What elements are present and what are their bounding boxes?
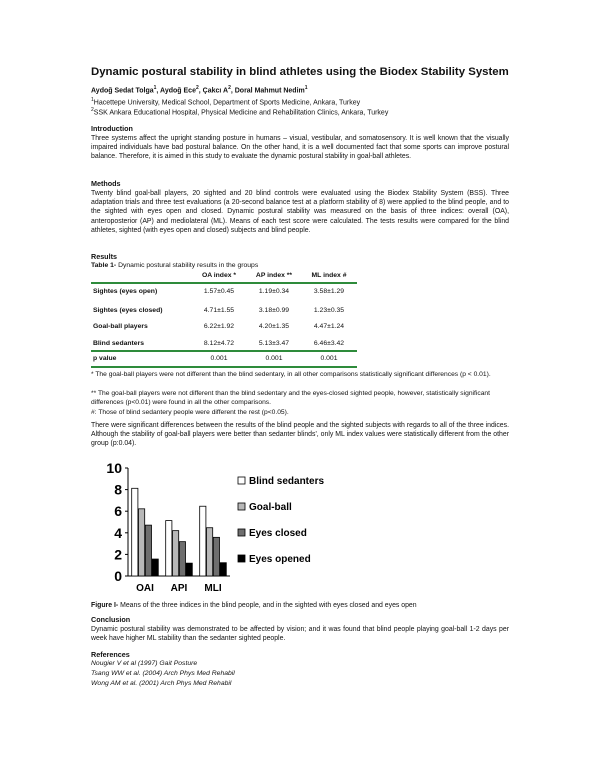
- bar: [145, 525, 151, 576]
- table-rule: [91, 350, 357, 352]
- table-header: AP index **: [255, 272, 293, 279]
- bar: [179, 542, 185, 576]
- reference-item: Nougier V et al (1997) Gait Posture: [91, 660, 198, 667]
- legend-label: Eyes opened: [249, 554, 311, 565]
- table-cell: 6.46±3.42: [313, 340, 345, 347]
- affiliation: $^1$Hacettepe University, Medical School, Department of Sports Medicine, Ankara, Turkey: [91, 97, 361, 107]
- bar: [173, 531, 179, 576]
- table-cell: 0.001: [265, 355, 283, 362]
- methods-text: Twenty blind goal-ball players, 20 sighted and 20 blind controls were evaluated using the Biodex Stability System (BSS). Three adaptation trials and three test evaluations (a 20-second balance test at a platform stability of 8) were applied to the blind people, and to the sighted with eyes open and closed. Dynamic postural stability was measured on the basis of three indices: overall (OA), anteroposterior (AP) and mediolateral (ML). Means of each test score were calculated. The tests results were compared for the blind athletes, sighted (with eyes open and closed) subjects and blind people.: [91, 190, 509, 234]
- table-cell: 5.13±3.47: [258, 340, 290, 347]
- section-heading-methods: Methods: [91, 179, 121, 188]
- section-heading-conclusion: Conclusion: [91, 615, 131, 624]
- table-rule: [91, 366, 357, 368]
- table-caption: Table 1- Dynamic postural stability results in the groups: [91, 262, 259, 269]
- y-tick-label: 0: [114, 568, 122, 584]
- author-list: Aydoğ Sedat Tolga$^1$, Aydoğ Ece$^2$, Çakcı $A^2$, Doral Mahmut Nedim$^1$: [91, 85, 308, 95]
- bar: [200, 506, 206, 576]
- reference-item: Wong AM et al. (2001) Arch Phys Med Rehabil: [91, 680, 232, 687]
- y-tick-label: 4: [114, 524, 122, 541]
- table-cell: 8.12±4.72: [203, 340, 235, 347]
- legend-label: Blind sedanters: [249, 476, 325, 487]
- table-cell: 0.001: [210, 355, 228, 362]
- paper-title: Dynamic postural stability in blind athletes using the Biodex Stability System: [91, 66, 509, 78]
- legend-swatch: [238, 555, 245, 562]
- y-tick-label: 2: [114, 546, 122, 563]
- legend-swatch: [238, 529, 245, 536]
- figure-caption: Figure I- Means of the three indices in the blind people, and in the sighted with eyes closed and eyes open: [91, 602, 417, 609]
- legend-label: Goal-ball: [249, 502, 292, 513]
- table-footnote: * The goal-ball players were not different than the blind sedentary, in all other comparisons statistically significant differences (p < 0.01).: [91, 371, 491, 378]
- table-row-label: Sightes (eyes open): [93, 288, 158, 295]
- table-cell: 4.47±1.24: [313, 323, 345, 330]
- bar-chart: [100, 460, 360, 598]
- bar: [186, 563, 192, 576]
- table-header: ML index #: [311, 272, 347, 279]
- bar: [213, 537, 219, 576]
- legend-swatch: [238, 503, 245, 510]
- y-tick-label: 6: [114, 503, 122, 520]
- author: Aydoğ Sedat Tolga: [91, 87, 154, 95]
- x-tick-label: API: [170, 583, 188, 594]
- y-tick-label: 10: [106, 460, 122, 476]
- table-cell: 1.19±0.34: [258, 288, 290, 295]
- bar: [132, 488, 138, 576]
- section-heading-results: Results: [91, 252, 117, 261]
- section-heading-references: References: [91, 650, 130, 659]
- legend-label: Eyes closed: [249, 528, 307, 539]
- table-footnote: #: Those of blind sedantery people were different the rest (p<0.05).: [91, 409, 289, 416]
- x-tick-label: MLI: [204, 583, 222, 594]
- table-header: OA index *: [201, 272, 237, 279]
- table-row-label: p value: [93, 355, 117, 362]
- bar: [139, 509, 145, 576]
- author: Aydoğ Ece: [160, 87, 196, 95]
- table-cell: 3.18±0.99: [258, 307, 290, 314]
- author: Doral Mahmut Nedim: [234, 87, 305, 95]
- table-cell: 1.23±0.35: [313, 307, 345, 314]
- table-cell: 3.58±1.29: [313, 288, 345, 295]
- y-tick-label: 8: [114, 481, 122, 498]
- table-cell: 6.22±1.92: [203, 323, 235, 330]
- bar: [207, 528, 213, 576]
- table-cell: 4.71±1.55: [203, 307, 235, 314]
- table-cell: 1.57±0.45: [203, 288, 235, 295]
- table-row-label: Goal-ball players: [93, 323, 148, 330]
- results-text: There were significant differences between the results of the blind people and the sighted subjects with regards to all of the three indices. Although the stability of goal-ball players were better than sedanter blinds', only ML index values were statistically different from the other group (p:0.04).: [91, 422, 509, 448]
- table-row-label: Sightes (eyes closed): [93, 307, 163, 314]
- table-footnote: ** The goal-ball players were not different than the blind sedentary and the eyes-closed sighted people, however, statistically significant differences (p<0.01) were found in all the other comparisons.: [91, 390, 491, 407]
- reference-item: Tsang WW et al. (2004) Arch Phys Med Rehabil: [91, 670, 235, 677]
- introduction-text: Three systems affect the upright standing posture in humans – visual, vestibular, and somatosensory. It is well known that the visually impaired individuals have bad postural balance. On the other hand, it is a well documented fact that some sports can improve postural balance. Therefore, it is aimed in this study to evaluate the dynamic postural stability in goal-ball athletes.: [91, 135, 509, 161]
- table-rule: [91, 282, 357, 284]
- conclusion-text: Dynamic postural stability was demonstrated to be affected by vision; and it was found that blind people playing goal-ball 1-2 days per week have higher ML stability than the sedanter sighted people.: [91, 626, 509, 643]
- author: Çakcı A: [202, 87, 229, 95]
- x-tick-label: OAI: [136, 583, 154, 594]
- section-heading-introduction: Introduction: [91, 124, 133, 133]
- bar: [220, 563, 226, 576]
- affiliation: $^2$SSK Ankara Educational Hospital, Physical Medicine and Rehabilitation Clinics, Ankara, Turkey: [91, 107, 389, 117]
- table-cell: 0.001: [320, 355, 338, 362]
- bar: [152, 559, 158, 576]
- bar: [166, 521, 172, 576]
- table-row-label: Blind sedanters: [93, 340, 144, 347]
- legend-swatch: [238, 477, 245, 484]
- table-cell: 4.20±1.35: [258, 323, 290, 330]
